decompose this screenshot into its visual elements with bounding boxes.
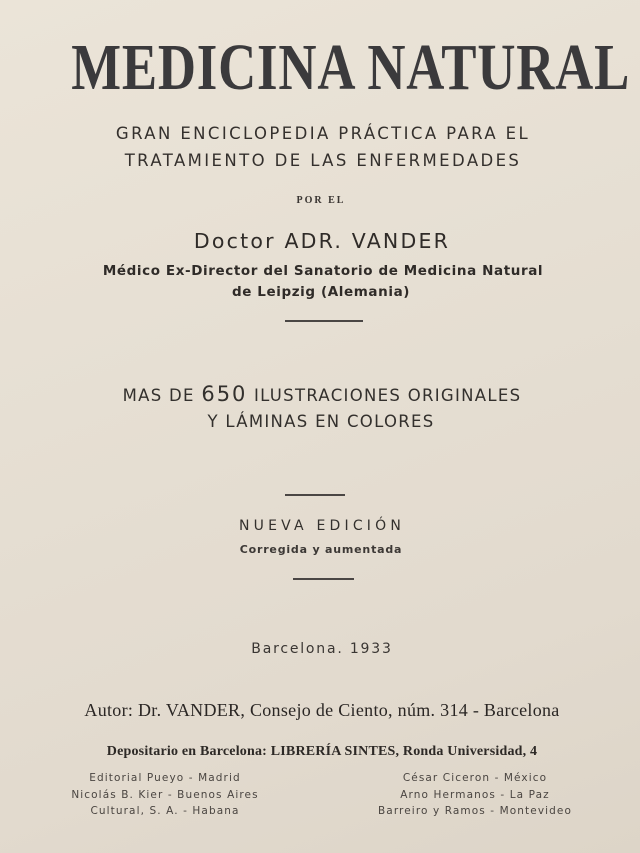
author-description-line-2: de Leipzig (Alemania) [231, 284, 411, 300]
edition-note: Corregida y aumentada [239, 543, 403, 556]
distributors-left [40, 770, 290, 820]
illustrations-prefix: MAS DE [122, 386, 195, 405]
divider-rule [293, 578, 354, 580]
distributor-item: Cultural, S. A. - Habana [90, 805, 240, 817]
place-year: Barcelona. 1933 [251, 641, 393, 657]
distributors-right [350, 770, 600, 820]
subtitle-line-1: GRAN ENCICLOPEDIA PRÁCTICA PARA EL [115, 124, 531, 143]
distributor-item: Editorial Pueyo - Madrid [89, 772, 241, 784]
book-title: MEDICINA NATURAL [71, 31, 631, 104]
distributor-item: Nicolás B. Kier - Buenos Aires [71, 788, 259, 801]
author-name: Doctor ADR. VANDER [193, 229, 451, 253]
edition-label: NUEVA EDICIÓN [238, 518, 406, 534]
divider-rule [285, 320, 363, 322]
by-label: POR EL [296, 195, 346, 206]
illustrations-count: 650 [201, 382, 248, 406]
illustrations-suffix: ILUSTRACIONES ORIGINALES [253, 386, 522, 405]
distributor-item: Barreiro y Ramos - Montevideo [377, 805, 572, 817]
author-address: Autor: Dr. VANDER, Consejo de Ciento, núm. 314 - Barcelona [84, 700, 560, 720]
author-description-line-1: Médico Ex-Director del Sanatorio de Medicina Natural [102, 263, 544, 279]
distributor-item: César Ciceron - México [402, 772, 548, 784]
divider-rule [285, 494, 345, 496]
illustrations-line-1 [4, 382, 640, 406]
depositary: Depositario en Barcelona: LIBRERÍA SINTES, Ronda Universidad, 4 [106, 744, 538, 759]
distributor-item: Arno Hermanos - La Paz [400, 788, 550, 801]
subtitle-line-2: TRATAMIENTO DE LAS ENFERMEDADES [124, 151, 522, 170]
illustrations-line-2: Y LÁMINAS EN COLORES [207, 412, 435, 431]
